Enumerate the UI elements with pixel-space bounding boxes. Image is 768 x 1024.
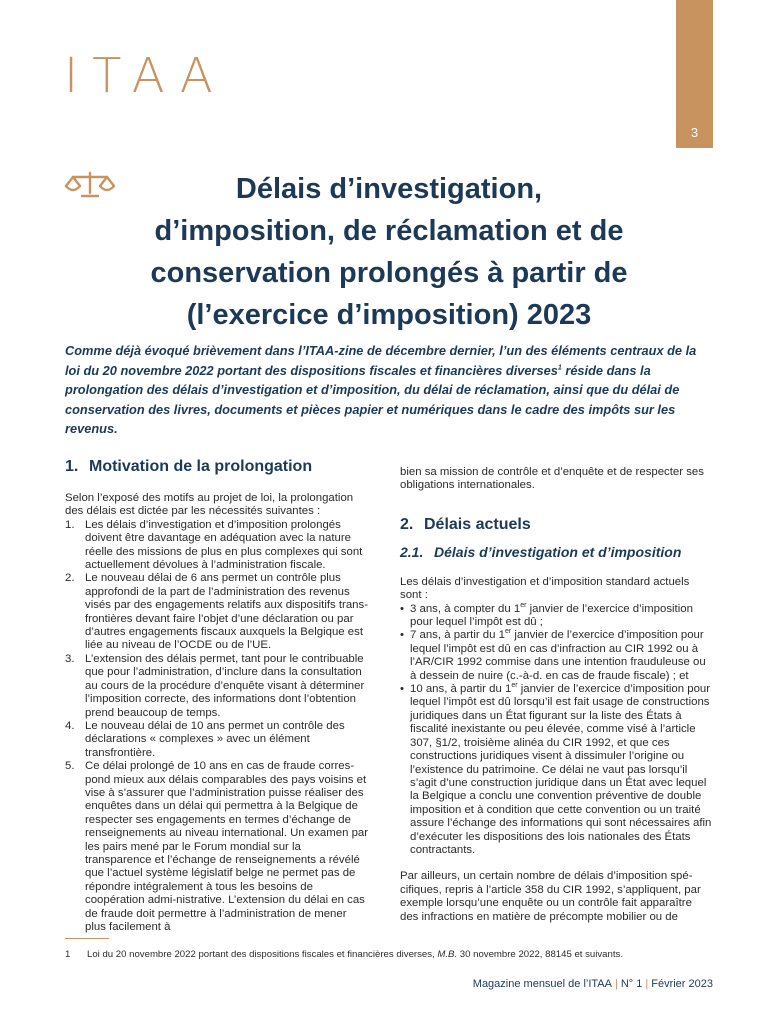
- section-title: Motivation de la prolongation: [89, 458, 313, 475]
- footer-separator: |: [645, 978, 649, 990]
- bullet-text: janvier de l’exercice d’imposition pour lequel l’impôt est dû ;: [410, 602, 693, 629]
- section-title: Délais actuels: [424, 515, 531, 533]
- footnote-italic: M.B.: [437, 949, 458, 960]
- subsection-title: Délais d’investigation et d’imposition: [434, 543, 682, 560]
- section-number: 2.: [400, 515, 414, 533]
- list-item-text: Le nouveau délai de 6 ans permet un contrôle plus approfondi de la part de l’administration des revenus visés par des engagements relatifs aux dispositifs trans-frontières devant faire l’objet d’une déclaration ou par d’autres engagements fiscaux auxquels la Belgique est liée au niveau de l’OCDE ou de l’UE.: [85, 572, 369, 652]
- article-title: [92, 168, 686, 336]
- itaa-logo: ITAA: [64, 48, 227, 104]
- title-line: conservation prolongés à partir de: [150, 257, 628, 289]
- footnote-reference[interactable]: 1: [557, 364, 562, 372]
- section-1-lead: Selon l’exposé des motifs au projet de loi, la prolongation des délais est dictée par les nécessités suivantes :: [65, 492, 354, 518]
- ordinal-suffix: er: [504, 628, 512, 636]
- list-item: [400, 603, 712, 630]
- section-1-continuation: bien sa mission de contrôle et d’enquête et de respecter ses obligations internationales.: [400, 466, 704, 492]
- footnote-text: 30 novembre 2022, 88145 et suivants.: [457, 949, 623, 960]
- deadline-list: [400, 603, 712, 858]
- section-1-heading: [65, 457, 370, 477]
- section-number: 1.: [65, 458, 79, 475]
- subsection-2-1-heading: [400, 543, 712, 561]
- motivation-list: [65, 519, 370, 935]
- footnote-number: 1: [65, 949, 71, 960]
- list-marker: 5.: [65, 760, 75, 773]
- footer-date: Février 2023: [651, 978, 713, 990]
- list-item: [65, 760, 370, 934]
- footnote-text: Loi du 20 novembre 2022 portant des dispositions fiscales et financières diverses,: [87, 949, 438, 960]
- page-footer: [473, 978, 713, 990]
- list-marker: 2.: [65, 572, 75, 585]
- section-2-heading: [400, 515, 712, 535]
- section-2-closing: Par ailleurs, un certain nombre de délais d’imposition spé-cifiques, repris à l’article 358 du CIR 1992, s’appliquent, par exemple lorsqu’une enquête ou un contrôle fait apparaître des infractions en matière de précompte mobilier ou de: [400, 870, 701, 923]
- footnote: [65, 948, 715, 961]
- left-column: [65, 457, 370, 934]
- page-number: 3: [690, 125, 699, 140]
- footer-separator: |: [614, 978, 618, 990]
- bullet-text: janvier de l’exercice d’imposition pour lequel l’impôt est dû en cas d’infraction au CIR 1992 ou à l’AR/CIR 1992 commise dans une intention frauduleuse ou à dessein de nuire (c.-à-d. en cas de fraude fiscale) ; et: [410, 629, 706, 682]
- subsection-number: 2.1.: [400, 543, 424, 560]
- list-item: [65, 720, 370, 760]
- bullet-text: 7 ans, à partir du 1: [410, 629, 505, 642]
- intro-text: Comme déjà évoqué brièvement dans l’ITAA-zine de décembre dernier, l’un des éléments centraux de la loi du 20 novembre 2022 portant des dispositions fiscales et financières diverses: [65, 343, 697, 378]
- bullet-text: 3 ans, à compter du 1: [410, 602, 521, 615]
- footer-magazine: Magazine mensuel de l’ITAA: [472, 978, 612, 990]
- ordinal-suffix: er: [511, 682, 518, 690]
- section-2-lead: Les délais d’investigation et d’imposition standard actuels sont :: [400, 575, 690, 602]
- list-item: [65, 572, 370, 652]
- list-item: [65, 653, 370, 720]
- ordinal-suffix: er: [520, 601, 527, 609]
- footer-issue: N° 1: [620, 978, 643, 990]
- bullet-text: 10 ans, à partir du 1: [410, 683, 512, 696]
- list-item-text: Ce délai prolongé de 10 ans en cas de fraude corres-pond mieux aux délais comparables des pays voisins et vise à s’assurer que l’administration puisse réaliser des enquêtes dans un délai qui permettra à la Belgique de respecter ses engagements en termes d’échange de renseignements au niveau international. Un examen par les pairs mené par le Forum mondial sur la transparence et l’échange de renseignements a révélé que l’actuel système législatif belge ne permet pas de répondre intégralement à tous les besoins de coopération admi-nistrative. L’extension du délai en cas de fraude doit permettre à l’administration de mener plus facilement à: [85, 760, 369, 933]
- list-item: [400, 629, 712, 683]
- list-item-text: L’extension des délais permet, tant pour le contribuable que pour l’administration, d’inclure dans la consultation au cours de la procédure d’enquête visant à déterminer l’imposition correcte, des informations dont l’obtention prend beaucoup de temps.: [85, 652, 365, 719]
- list-item: [400, 683, 712, 857]
- list-item: [65, 519, 370, 573]
- list-marker: 3.: [65, 652, 75, 665]
- right-column: [400, 466, 712, 924]
- footnote-divider: [65, 938, 109, 939]
- list-item-text: Le nouveau délai de 10 ans permet un contrôle des déclarations « complexes » avec un élément transfrontière.: [85, 719, 345, 759]
- intro-paragraph: [65, 341, 711, 439]
- intro-text: réside dans la prolongation des délais d’investigation et d’imposition, du délai de réclamation, ainsi que du délai de conservation des livres, documents et pièces papier et numériques dans le cadre des impôts sur les revenus.: [65, 362, 680, 436]
- page-number-tab: [676, 0, 713, 148]
- list-marker: 1.: [65, 518, 75, 531]
- bullet-text: janvier de l’exercice d’imposition pour lequel l’impôt est dû lorsqu’il est fait usage de constructions juridiques dans un État figurant sur la liste des États à fiscalité inexistante ou peu élevée, comme visé à l’article 307, §1/2, troisième alinéa du CIR 1992, et que ces constructions juridiques visent à dissimuler l’origine ou l’existence du patrimoine. Ce délai ne vaut pas lorsqu’il s’agit d’une construction juridique dans un État avec lequel la Belgique a conclu une convention préventive de double imposition et à condition que cette convention ou un traité assure l’échange des informations qui sont nécessaires afin d’exécuter les dispositions des lois nationales des États contractants.: [410, 683, 712, 856]
- list-item-text: Les délais d’investigation et d’imposition prolongés doivent être davantage en adéquation avec la nature réelle des missions de plus en plus complexes qui sont actuellement dévolues à l’administration fiscale.: [85, 518, 363, 572]
- title-line: Délais d’investigation,: [235, 173, 543, 205]
- list-marker: 4.: [65, 719, 75, 732]
- title-line: d’imposition, de réclamation et de: [154, 215, 624, 247]
- title-line: (l’exercice d’imposition) 2023: [186, 299, 592, 331]
